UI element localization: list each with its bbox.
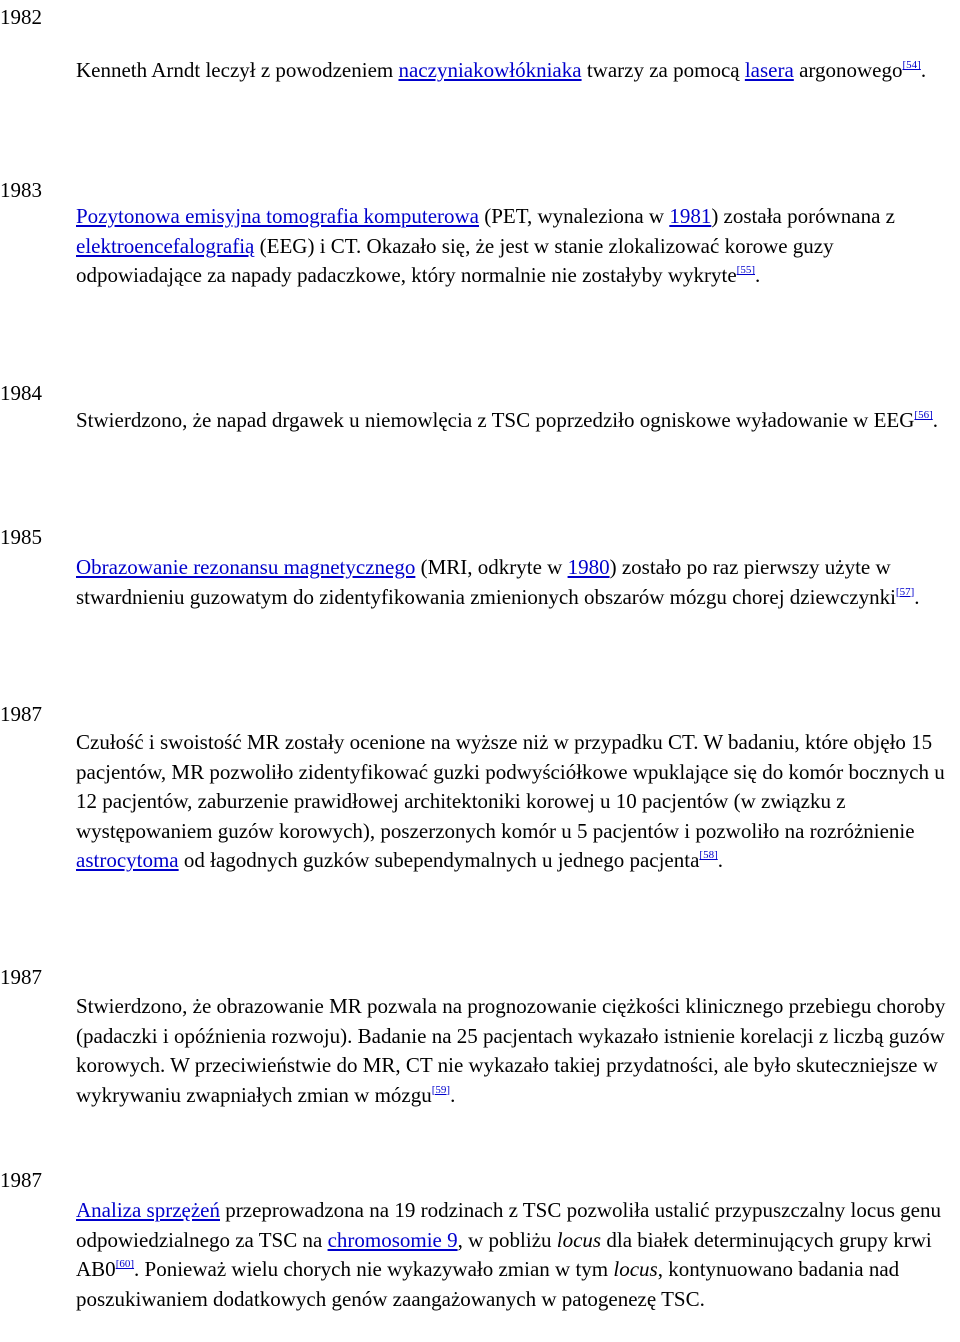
reference-link[interactable]: [57] [895,585,915,598]
year-label: 1987 [0,702,42,726]
entry-paragraph: Obrazowanie rezonansu magnetycznego (MRI, odkryte w 1980) zostało po raz pierwszy użyte w stwardnieniu guzowatym do zidentyfikowania zmienionych obszarów mózgu chorej dziewczynki[57]. [76,555,920,609]
reference-link[interactable]: [56] [914,409,933,421]
italic-term: locus [556,1227,602,1252]
entry-paragraph: Stwierdzono, że napad drgawek u niemowlęcia z TSC poprzedziło ogniskowe wyładowanie w EEG[56]. [76,408,938,432]
link-pet[interactable]: Pozytonowa emisyjna tomografia komputerowa [76,204,479,228]
year-label: 1987 [0,1168,42,1192]
link-mri[interactable]: Obrazowanie rezonansu magnetycznego [76,555,416,579]
link-lasera[interactable]: lasera [744,58,794,82]
reference-link[interactable]: [60] [115,1258,135,1270]
entry-paragraph: Czułość i swoistość MR zostały ocenione na wyższe niż w przypadku CT. W badaniu, które objęło 15 pacjentów, MR pozwoliło zidentyfikować guzki podwyściółkowe wpuklające się do komór bocznych u 12 pacjentów, zaburzenie prawidłowej architektoniki korowej u 10 pacjentów (w związku z występowaniem guzów korowych), poszerzonych komór u 5 pacjentów i pozwoliło na rozróżnienie astrocytoma od łagodnych guzków subependymalnych u jednego pacjenta[58]. [76,730,945,872]
reference-link[interactable]: [59] [431,1083,451,1096]
year-label: 1987 [0,965,42,989]
link-astrocytoma[interactable]: astrocytoma [76,848,179,872]
link-1981[interactable]: 1981 [669,204,712,228]
year-label: 1984 [0,381,42,405]
entry-paragraph: Stwierdzono, że obrazowanie MR pozwala na prognozowanie ciężkości klinicznego przebiegu choroby (padaczki i opóźnienia rozwoju). Badanie na 25 pacjentach wykazało istnienie korelacji z liczbą guzów korowych. W przeciwieństwie do MR, CT nie wykazało takiej przydatności, ale było skuteczniejsze w wykrywaniu zwapniałych zmian w mózgu[59]. [76,994,946,1107]
link-1980[interactable]: 1980 [567,555,610,579]
link-analiza-sprzezen[interactable]: Analiza sprzężeń [76,1198,220,1222]
year-label: 1983 [0,178,42,202]
link-naczyniakowlokniaka[interactable]: naczyniakowłókniaka [398,58,582,82]
year-label: 1982 [0,5,42,29]
reference-link[interactable]: [54] [902,59,921,71]
italic-term: locus [613,1257,658,1281]
entry-paragraph: Pozytonowa emisyjna tomografia komputerowa (PET, wynaleziona w 1981) została porównana z elektroencefalografią (EEG) i CT. Okazało się, że jest w stanie zlokalizować korowe guzy odpowiadające za napady padaczkowe, który normalnie nie zostałyby wykryte[55]. [76,204,895,287]
year-label: 1985 [0,525,42,549]
link-elektroencefalografia[interactable]: elektroencefalografią [76,233,255,258]
link-chromosomie-9[interactable]: chromosomie 9 [327,1227,458,1252]
entry-paragraph: Kenneth Arndt leczył z powodzeniem naczyniakowłókniaka twarzy za pomocą lasera argonowego[54]. [76,58,927,82]
reference-link[interactable]: [58] [699,849,718,861]
reference-link[interactable]: [55] [736,264,755,276]
entry-paragraph: Analiza sprzężeń przeprowadzona na 19 rodzinach z TSC pozwoliła ustalić przypuszczalny locus genu odpowiedzialnego za TSC na chromosomie 9, w pobliżu locus dla białek determinujących grupy krwi AB0[60]. Ponieważ wielu chorych nie wykazywało zmian w tym locus, kontynuowano badania nad poszukiwaniem dodatkowych genów zaangażowanych w patogenezę TSC. [76,1198,941,1311]
